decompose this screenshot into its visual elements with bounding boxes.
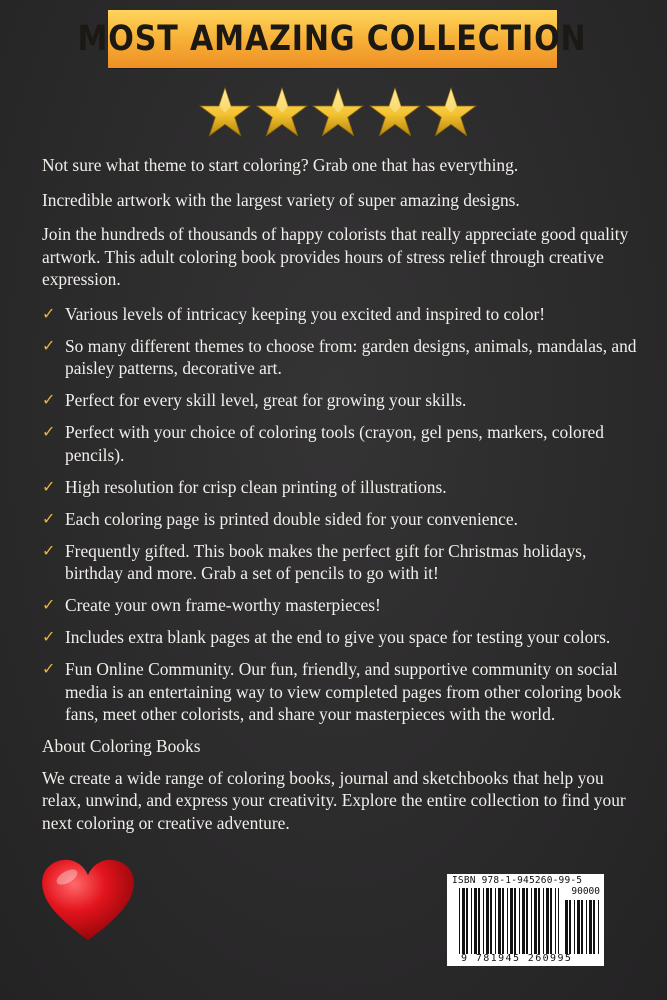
checkmark-icon: ✓ — [42, 540, 56, 560]
banner-title: MOST AMAZING COLLECTION — [77, 19, 588, 59]
checkmark-icon: ✓ — [42, 659, 56, 678]
feature-text: High resolution for crisp clean printing of illustrations. — [65, 476, 447, 497]
checkmark-icon: ✓ — [42, 390, 56, 409]
feature-item — [42, 508, 642, 531]
barcode-digits: 9 781945 260995 — [461, 953, 573, 964]
feature-item — [42, 658, 642, 726]
feature-item — [42, 303, 642, 326]
about-paragraph: We create a wide range of coloring books, journal and sketchbooks that help you relax, unwind, and express your creativity. Explore the entire collection to find your next coloring or creative adventure. — [42, 767, 626, 833]
five-star-rating — [198, 86, 478, 140]
checkmark-icon: ✓ — [42, 303, 56, 323]
feature-item — [42, 421, 642, 466]
feature-item — [42, 335, 642, 380]
checkmark-icon: ✓ — [42, 335, 56, 355]
intro-paragraph: Join the hundreds of thousands of happy colorists that really appreciate good quality artwork. This adult coloring book provides hours of stress relief through creative expression. — [42, 224, 629, 289]
feature-text: Fun Online Community. Our fun, friendly, and supportive community on social media is an entertaining way to view completed pages from other coloring book fans, meet other colorists, and share your masterpieces with the world. — [65, 659, 622, 724]
feature-list — [42, 303, 642, 726]
feature-text: Perfect for every skill level, great for growing your skills. — [65, 390, 467, 410]
feature-item — [42, 540, 642, 585]
star-icon — [368, 86, 422, 140]
isbn-label: ISBN 978-1-945260-99-5 — [452, 875, 583, 886]
feature-item — [42, 389, 642, 412]
star-icon — [311, 86, 365, 140]
feature-text: Each coloring page is printed double sided for your convenience. — [65, 508, 518, 529]
about-heading: About Coloring Books — [42, 736, 201, 756]
checkmark-icon: ✓ — [42, 476, 56, 496]
feature-item — [42, 594, 642, 617]
star-icon — [198, 86, 252, 140]
feature-item — [42, 476, 642, 499]
heart-icon — [40, 858, 136, 944]
intro-paragraph: Not sure what theme to start coloring? Grab one that has everything. — [42, 155, 519, 175]
feature-text: Create your own frame-worthy masterpieces! — [65, 595, 381, 615]
description-text — [42, 154, 642, 846]
checkmark-icon: ✓ — [42, 422, 56, 441]
feature-text: Frequently gifted. This book makes the perfect gift for Christmas holidays, birthday and more. Grab a set of pencils to go with it! — [65, 540, 587, 583]
checkmark-icon: ✓ — [42, 627, 56, 646]
feature-text: Includes extra blank pages at the end to give you space for testing your colors. — [65, 627, 611, 647]
star-icon — [255, 86, 309, 140]
price-code: 90000 — [571, 886, 600, 897]
feature-item — [42, 626, 642, 649]
feature-text: Perfect with your choice of coloring tools (crayon, gel pens, markers, colored pencils). — [65, 422, 604, 465]
checkmark-icon: ✓ — [42, 508, 56, 528]
intro-paragraph: Incredible artwork with the largest variety of super amazing designs. — [42, 189, 520, 210]
checkmark-icon: ✓ — [42, 595, 56, 614]
title-banner — [77, 10, 588, 68]
isbn-barcode — [447, 874, 604, 966]
feature-text: So many different themes to choose from: garden designs, animals, mandalas, and paisley patterns, decorative art. — [65, 335, 637, 378]
star-icon — [424, 86, 478, 140]
feature-text: Various levels of intricacy keeping you excited and inspired to color! — [65, 303, 546, 324]
